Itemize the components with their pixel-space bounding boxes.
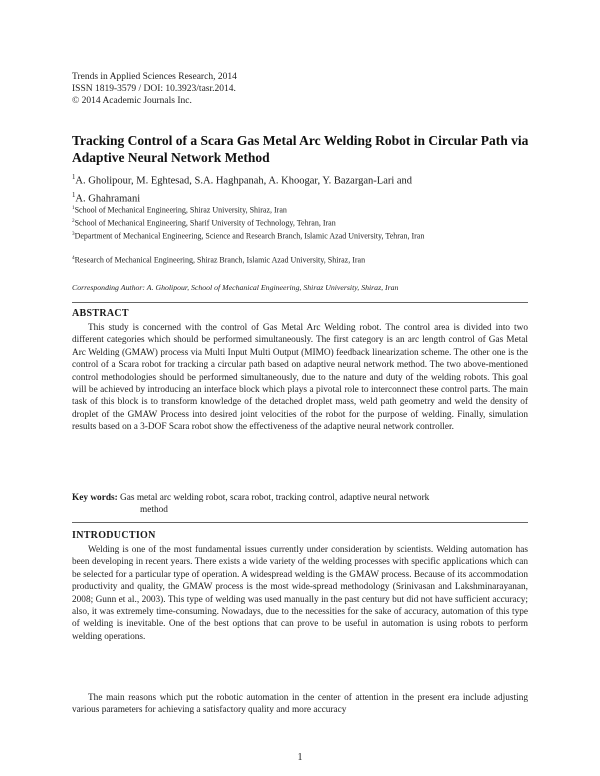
affiliation: $^4$Research of Mechanical Engineering, Shiraz Branch, Islamic Azad University, Shiraz, Iran <box>72 255 366 265</box>
keywords-continuation: method <box>140 505 168 516</box>
author-names: A. Ghahramani <box>75 193 141 204</box>
keywords-label: Key words: <box>72 493 118 503</box>
issn-doi: ISSN 1819-3579 / DOI: 10.3923/tasr.2014. <box>72 84 236 94</box>
abstract-text: This study is concerned with the control of Gas Metal Arc Welding robot. The control area is divided into two different categories which should be performed simultaneously. The first category is an arc length control of Gas Metal Arc Welding (GMAW) process via Multi Input Multi Output (MIMO) feedback linearization scheme. The other one is the control of a Scara robot for tracking a circular path based on adaptive neural network method. The two above-mentioned control methodologies should be performed simultaneously, due to the nature and duty of the welding robots. This goal will be achieved by introducing an interface block which plays a pivotal role to interconnect these control parts. The main task of this block is to transform knowledge of the detached droplet mass, weld path geometry and weld the density of droplet of the GMAW Process into desired joint velocities of the robot for the purpose of welding. Finally, simulation results based on a 3-DOF Scara robot show the effectiveness of the adaptive neural network controller. <box>72 323 528 433</box>
author-sup: 1 <box>72 174 76 181</box>
journal-name: Trends in Applied Sciences Research, 2014 <box>72 72 237 82</box>
introduction-heading: INTRODUCTION <box>72 530 156 541</box>
intro-paragraph-1: Welding is one of the most fundamental issues currently under consideration by scientists. Welding automation has been developing in recent years. There exists a wide variety of the welding processes with specific applications which can be selected for a particular type of operation. A widespread welding is the GMAW process. Because of its accommodation productivity and quality, the GMAW process is the most wide-spread methodology (Srinivasan and Lakshminarayanan, 2008; Gunn et al., 2003). This type of welding was used manually in the past century but did not have sufficient accuracy; also, it was extremely time-consuming. Nowadays, due to the necessities for the sake of accuracy, automation of this type of welding is inevitable. One of the best options that can prove to be useful in automation is using robots to perform welding operations. <box>72 545 528 642</box>
keywords <box>72 492 528 517</box>
affiliation: $^3$Department of Mechanical Engineering, Science and Research Branch, Islamic Azad University, Tehran, Iran <box>72 231 425 241</box>
keywords-text: Gas metal arc welding robot, scara robot, tracking control, adaptive neural network <box>120 493 430 503</box>
page-number: 1 <box>297 752 303 763</box>
author-names: A. Gholipour, M. Eghtesad, S.A. Haghpanah, A. Khoogar, Y. Bazargan-Lari and <box>75 175 413 187</box>
abstract-heading: ABSTRACT <box>72 308 129 319</box>
intro-paragraph-2: The main reasons which put the robotic automation in the center of attention in the present era include adjusting various parameters for achieving a satisfactory quality and more accuracy <box>72 693 528 716</box>
copyright: © 2014 Academic Journals Inc. <box>72 96 192 106</box>
author-list <box>72 171 532 206</box>
divider <box>72 302 528 303</box>
corresponding-author: Corresponding Author: A. Gholipour, School of Mechanical Engineering, Shiraz University, Shiraz, Iran <box>72 283 399 292</box>
affiliation: $^2$School of Mechanical Engineering, Sharif University of Technology, Tehran, Iran <box>72 218 336 228</box>
paper-title: Tracking Control of a Scara Gas Metal Arc Welding Robot in Circular Path via Adaptive Neural Network Method <box>72 133 529 165</box>
affiliation: $^1$School of Mechanical Engineering, Shiraz University, Shiraz, Iran <box>72 205 287 215</box>
divider <box>72 522 528 523</box>
author-line-1 <box>72 171 532 189</box>
author-sup: 1 <box>72 191 76 199</box>
